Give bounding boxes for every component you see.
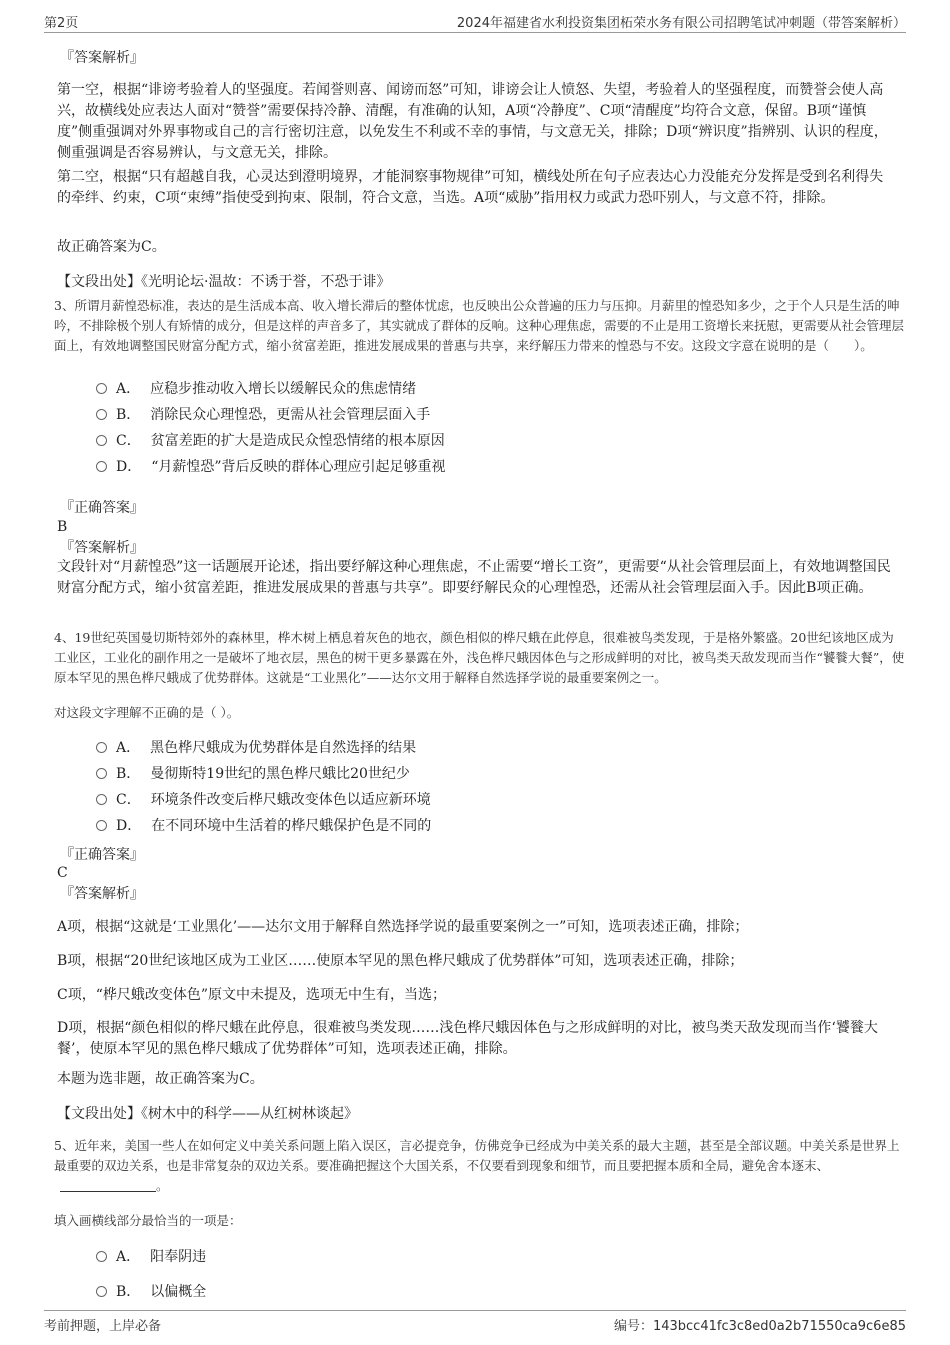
q3-answer-label: 『正确答案』 xyxy=(60,500,144,516)
document-title: 2024年福建省水利投资集团柘荣水务有限公司招聘笔试冲刺题（带答案解析） xyxy=(456,16,906,31)
q3-stem: 3、所谓月薪惶恐标准，表达的是生活成本高、收入增长滞后的整体忧虑，也反映出公众普遍的压力与压抑。月薪里的惶恐知多少，之于个人只是生活的呻吟，不排除极个别人有矫情的成分，但是这样的声音多了，其实就成了群体的反响。这种心理焦虑，需要的不止是用工资增长来抚慰，更需要从社会管理层面上，有效地调整国民财富分配方式，缩小贫富差距，推进发展成果的普惠与共享，来纾解压力带来的惶恐与不安。这段文字意在说明的是（ ）。 xyxy=(54,298,905,353)
q4-analysis-c: C项，“桦尺蛾改变体色”原文中未提及，选项无中生有，当选； xyxy=(57,987,447,1003)
q4-answer-label: 『正确答案』 xyxy=(60,847,144,863)
radio-icon[interactable] xyxy=(96,1251,107,1262)
q4-option-a[interactable] xyxy=(96,737,416,759)
option-letter: B． xyxy=(116,1284,141,1300)
radio-icon[interactable] xyxy=(96,820,107,831)
q2-source: 【文段出处】《光明论坛·温故：不诱于誉，不恐于诽》 xyxy=(57,274,391,290)
option-letter: D． xyxy=(116,459,142,475)
q4-conclusion: 本题为选非题，故正确答案为C。 xyxy=(57,1071,264,1087)
option-letter: B． xyxy=(116,766,141,782)
option-text: 黑色桦尺蛾成为优势群体是自然选择的结果 xyxy=(150,740,417,756)
footer-code-label: 编号： xyxy=(613,1319,653,1334)
option-text: 在不同环境中生活着的桦尺蛾保护色是不同的 xyxy=(151,818,432,834)
option-letter: C． xyxy=(116,792,141,808)
option-text: “月薪惶恐”背后反映的群体心理应引起足够重视 xyxy=(151,459,446,475)
footer-code-value: 143bcc41fc3c8ed0a2b71550ca9c6e85 xyxy=(652,1319,906,1334)
q2-analysis-para2: 第二空，根据“只有超越自我，心灵达到澄明境界，才能洞察事物规律”可知，横线处所在句子应表达心力没能充分发挥是受到名利得失的牵绊、约束，C项“束缚”指使受到拘束、限制，符合文意，当选。A项“威胁”指用权力或武力恐吓别人，与文意不符，排除。 xyxy=(57,169,884,206)
q4-analysis-d: D项，根据“颜色相似的桦尺蛾在此停息，很难被鸟类发现……浅色桦尺蛾因体色与之形成鲜明的对比，被鸟类天敌发现而当作‘饕餮大餐’，使原本罕见的黑色桦尺蛾成了优势群体”可知，选项表述正确，排除。 xyxy=(57,1020,878,1057)
q4-stem: 4、19世纪英国曼切斯特郊外的森林里，桦木树上栖息着灰色的地衣，颜色相似的桦尺蛾在此停息，很难被鸟类发现，于是格外繁盛。20世纪该地区成为工业区，工业化的副作用之一是破坏了地衣层，黑色的树干更多暴露在外，浅色桦尺蛾因体色与之形成鲜明的对比，被鸟类天敌发现而当作“饕餮大餐”，使原本罕见的黑色桦尺蛾成了优势群体。这就是“工业黑化”——达尔文用于解释自然选择学说的最重要案例之一。 xyxy=(54,630,905,685)
q4-option-d[interactable] xyxy=(96,815,431,837)
option-text: 贫富差距的扩大是造成民众惶恐情绪的根本原因 xyxy=(150,433,445,449)
option-text: 环境条件改变后桦尺蛾改变体色以适应新环境 xyxy=(150,792,431,808)
radio-icon[interactable] xyxy=(96,1286,107,1297)
radio-icon[interactable] xyxy=(96,794,107,805)
radio-icon[interactable] xyxy=(96,409,107,420)
footer-divider xyxy=(44,1310,906,1311)
q3-option-a[interactable] xyxy=(96,378,416,400)
q3-answer: B xyxy=(57,519,68,535)
q4-analysis-b: B项，根据“20世纪该地区成为工业区……使原本罕见的黑色桦尺蛾成了优势群体”可知，选项表述正确，排除； xyxy=(57,953,744,969)
option-letter: C． xyxy=(116,433,141,449)
q5-stem xyxy=(54,1136,906,1196)
q5-stem-text: 5、近年来，美国一些人在如何定义中美关系问题上陷入误区，言必提竞争，仿佛竞争已经成为中美关系的最大主题，甚至是全部议题。中美关系是世界上最重要的双边关系，也是非常复杂的双边关系。要准确把握这个大国关系，不仅要看到现象和细节，而且要把握本质和全局，避免舍本逐末、 xyxy=(54,1138,900,1173)
page-number: 第2页 xyxy=(44,16,79,31)
q3-analysis: 文段针对“月薪惶恐”这一话题展开论述，指出要纾解这种心理焦虑，不止需要“增长工资”，更需要“从社会管理层面上，有效地调整国民财富分配方式，缩小贫富差距，推进发展成果的普惠与共享”。即要纾解民众的心理惶恐，还需从社会管理层面入手。因此B项正确。 xyxy=(57,559,891,596)
q5-blank xyxy=(60,1177,156,1192)
q4-analysis-label: 『答案解析』 xyxy=(60,886,144,902)
q5-stem-end: 。 xyxy=(156,1178,169,1193)
q5-option-a[interactable] xyxy=(96,1246,206,1268)
option-letter: B． xyxy=(116,407,141,423)
q2-conclusion: 故正确答案为C。 xyxy=(57,239,166,255)
option-letter: A． xyxy=(116,740,141,756)
option-text: 应稳步推动收入增长以缓解民众的焦虑情绪 xyxy=(150,381,417,397)
q5-option-b[interactable] xyxy=(96,1281,206,1303)
q3-analysis-label: 『答案解析』 xyxy=(60,540,144,556)
q5-prompt: 填入画横线部分最恰当的一项是： xyxy=(54,1213,242,1228)
option-text: 以偏概全 xyxy=(150,1284,207,1300)
radio-icon[interactable] xyxy=(96,435,107,446)
footer-slogan: 考前押题，上岸必备 xyxy=(44,1319,162,1334)
option-text: 阳奉阴违 xyxy=(150,1249,207,1265)
option-text: 曼彻斯特19世纪的黑色桦尺蛾比20世纪少 xyxy=(150,766,410,782)
q3-option-d[interactable] xyxy=(96,456,446,478)
q2-analysis-para1: 第一空，根据“诽谤考验着人的坚强度。若闻誉则喜、闻谤而怒”可知，诽谤会让人愤怒、失望，考验着人的坚强程度，而赞誉会使人高兴，故横线处应表达人面对“赞誉”需要保持冷静、清醒，有准确的认知，A项“冷静度”、C项“清醒度”均符合文意，保留。B项“谨慎度”侧重强调对外界事物或自己的言行密切注意，以免发生不利或不幸的事情，与文意无关，排除；D项“辨识度”指辨别、认识的程度，侧重强调是否容易辨认，与文意无关，排除。 xyxy=(57,82,888,161)
q4-answer: C xyxy=(57,865,68,881)
footer-code xyxy=(614,1315,906,1334)
option-letter: A． xyxy=(116,381,141,397)
radio-icon[interactable] xyxy=(96,383,107,394)
q4-prompt: 对这段文字理解不正确的是（ ）。 xyxy=(54,705,240,720)
radio-icon[interactable] xyxy=(96,461,107,472)
q4-source: 【文段出处】《树木中的科学——从红树林谈起》 xyxy=(57,1106,358,1122)
q3-option-c[interactable] xyxy=(96,430,445,452)
q2-analysis-label: 『答案解析』 xyxy=(60,50,144,66)
header-divider xyxy=(44,32,906,33)
option-text: 消除民众心理惶恐，更需从社会管理层面入手 xyxy=(150,407,431,423)
q3-option-b[interactable] xyxy=(96,404,430,426)
q4-option-b[interactable] xyxy=(96,763,410,785)
radio-icon[interactable] xyxy=(96,768,107,779)
option-letter: D． xyxy=(116,818,142,834)
q4-analysis-a: A项，根据“这就是‘工业黑化’——达尔文用于解释自然选择学说的最重要案例之一”可知，选项表述正确，排除； xyxy=(57,919,749,935)
q4-option-c[interactable] xyxy=(96,789,431,811)
radio-icon[interactable] xyxy=(96,742,107,753)
option-letter: A． xyxy=(116,1249,141,1265)
